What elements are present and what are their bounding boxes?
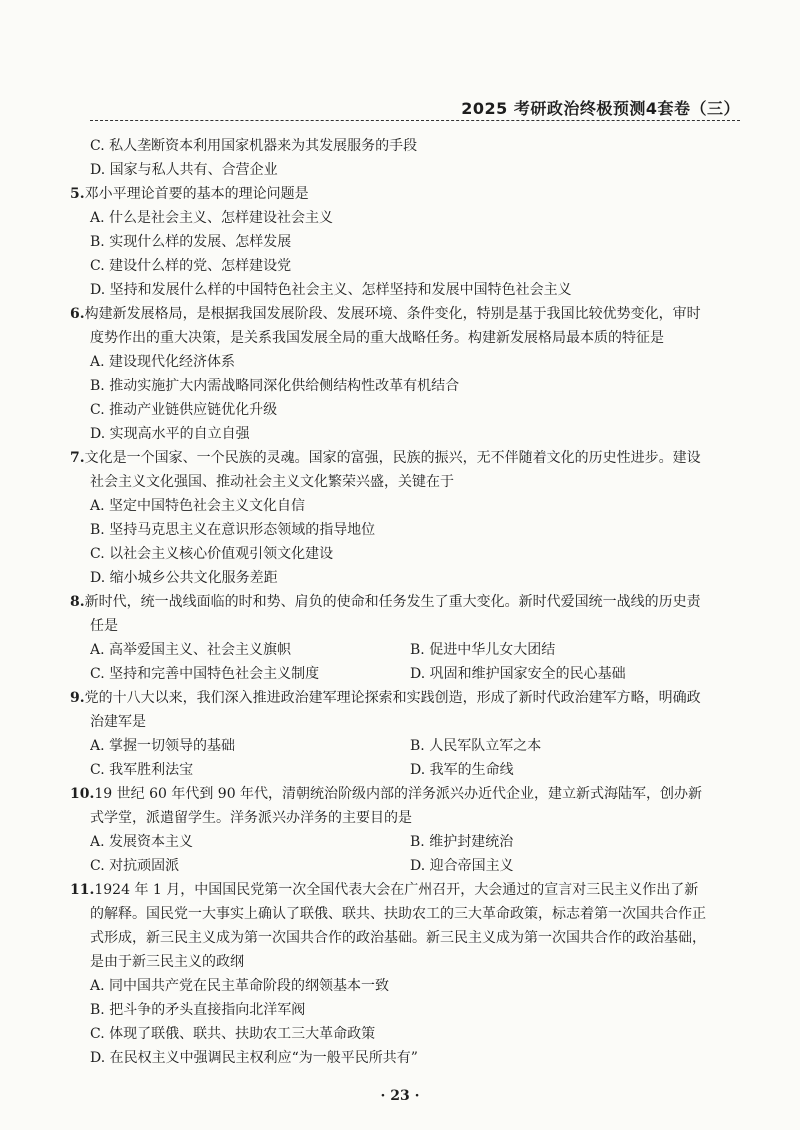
option-9c: C. 我军胜利法宝 — [90, 762, 194, 778]
question-number: 7. — [70, 450, 85, 466]
option-9a: A. 掌握一切领导的基础 — [90, 738, 236, 754]
question-5-stem — [70, 182, 710, 206]
option-5b: B. 实现什么样的发展、怎样发展 — [90, 234, 292, 250]
question-10 — [70, 782, 710, 878]
option-11a: A. 同中国共产党在民主革命阶段的纲领基本一致 — [90, 978, 390, 994]
page-header — [90, 96, 740, 121]
question-7 — [70, 446, 710, 590]
option-8c: C. 坚持和完善中国特色社会主义制度 — [90, 666, 320, 682]
option-9d: D. 我军的生命线 — [410, 762, 514, 778]
option-7b: B. 坚持马克思主义在意识形态领域的指导地位 — [90, 522, 376, 538]
option-7d: D. 缩小城乡公共文化服务差距 — [90, 570, 278, 586]
option-10a: A. 发展资本主义 — [90, 834, 194, 850]
option-11b: B. 把斗争的矛头直接指向北洋军阀 — [90, 1002, 306, 1018]
option-row — [70, 854, 710, 878]
exam-title: 2025 考研政治终极预测4套卷（三） — [461, 99, 740, 118]
option-4d: D. 国家与私人共有、合营企业 — [90, 162, 278, 178]
question-8-stem — [70, 590, 710, 638]
option-5c: C. 建设什么样的党、怎样建设党 — [90, 258, 292, 274]
question-4-tail — [70, 134, 710, 182]
question-number: 11. — [70, 882, 95, 898]
option-8d: D. 巩固和维护国家安全的民心基础 — [410, 666, 626, 682]
option-6a: A. 建设现代化经济体系 — [90, 354, 236, 370]
question-text: 党的十八大以来，我们深入推进政治建军理论探索和实践创造，形成了新时代政治建军方略，明确政治建军是 — [84, 690, 701, 730]
question-number: 5. — [70, 186, 85, 202]
question-text: 19 世纪 60 年代到 90 年代，清朝统治阶级内部的洋务派兴办近代企业，建立新式海陆军，创办新式学堂，派遣留学生。洋务派兴办洋务的主要目的是 — [90, 786, 703, 826]
option-5a: A. 什么是社会主义、怎样建设社会主义 — [90, 210, 334, 226]
option-7a: A. 坚定中国特色社会主义文化自信 — [90, 498, 306, 514]
option-6c: C. 推动产业链供应链优化升级 — [90, 402, 278, 418]
page-number: · 23 · — [380, 1088, 420, 1104]
question-9-stem — [70, 686, 710, 734]
question-5 — [70, 182, 710, 302]
question-7-stem — [70, 446, 710, 494]
option-8b: B. 促进中华儿女大团结 — [410, 642, 556, 658]
option-10d: D. 迎合帝国主义 — [410, 858, 514, 874]
question-6 — [70, 302, 710, 446]
question-number: 9. — [70, 690, 85, 706]
option-11c: C. 体现了联俄、联共、扶助农工三大革命政策 — [90, 1026, 376, 1042]
option-4c: C. 私人垄断资本利用国家机器来为其发展服务的手段 — [90, 138, 418, 154]
option-row — [70, 734, 710, 758]
option-row — [70, 662, 710, 686]
question-number: 8. — [70, 594, 85, 610]
option-8a: A. 高举爱国主义、社会主义旗帜 — [90, 642, 292, 658]
question-text: 构建新发展格局，是根据我国发展阶段、发展环境、条件变化，特别是基于我国比较优势变化，审时度势作出的重大决策，是关系我国发展全局的重大战略任务。构建新发展格局最本质的特征是 — [84, 306, 701, 346]
question-11-stem — [70, 878, 710, 974]
question-text: 新时代，统一战线面临的时和势、肩负的使命和任务发生了重大变化。新时代爱国统一战线的历史责任是 — [84, 594, 701, 634]
option-6b: B. 推动实施扩大内需战略同深化供给侧结构性改革有机结合 — [90, 378, 460, 394]
option-row — [70, 758, 710, 782]
option-9b: B. 人民军队立军之本 — [410, 738, 542, 754]
option-7c: C. 以社会主义核心价值观引领文化建设 — [90, 546, 334, 562]
question-9 — [70, 686, 710, 782]
question-11 — [70, 878, 710, 1070]
question-text: 邓小平理论首要的基本的理论问题是 — [84, 186, 309, 202]
question-6-stem — [70, 302, 710, 350]
question-number: 10. — [70, 786, 95, 802]
question-text: 文化是一个国家、一个民族的灵魂。国家的富强，民族的振兴，无不伴随着文化的历史性进步。建设社会主义文化强国、推动社会主义文化繁荣兴盛，关键在于 — [84, 450, 701, 490]
option-10b: B. 维护封建统治 — [410, 834, 514, 850]
question-10-stem — [70, 782, 710, 830]
question-number: 6. — [70, 306, 85, 322]
option-11d: D. 在民权主义中强调民主权利应“为一般平民所共有” — [90, 1050, 418, 1066]
question-content — [70, 134, 710, 1070]
option-10c: C. 对抗顽固派 — [90, 858, 180, 874]
question-8 — [70, 590, 710, 686]
option-5d: D. 坚持和发展什么样的中国特色社会主义、怎样坚持和发展中国特色社会主义 — [90, 282, 572, 298]
option-row — [70, 830, 710, 854]
option-row — [70, 638, 710, 662]
option-6d: D. 实现高水平的自立自强 — [90, 426, 250, 442]
question-text: 1924 年 1 月，中国国民党第一次全国代表大会在广州召开，大会通过的宣言对三民主义作出了新的解释。国民党一大事实上确认了联俄、联共、扶助农工的三大革命政策，标志着第一次国共合作正式形成，新三民主义成为第一次国共合作的政治基础。新三民主义成为第一次国共合作的政治基础，是由于新三民主义的政纲 — [90, 882, 706, 970]
